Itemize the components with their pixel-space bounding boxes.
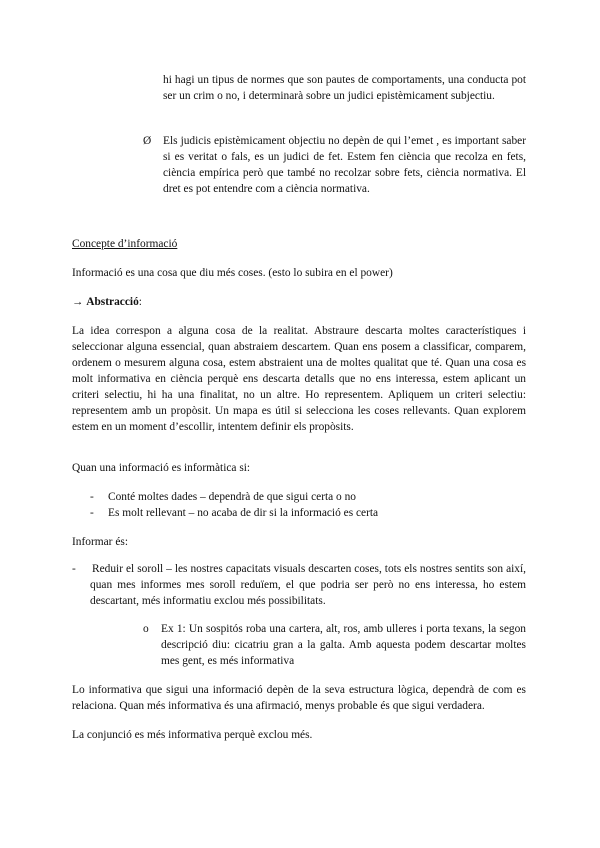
dash-bullet-icon: - (90, 507, 94, 519)
abstraction-paragraph: La idea correspon a alguna cosa de la realitat. Abstraure descarta moltes característiques i seleccionar alguna essencial, quan abstraiem descartem. Quan ens posem a classificar, comparem, ordenem o mesurem alguna cosa, estem abstraient una de moltes qualitat que té. Quan una cosa es molt informativa en ciència perquè ens descarta detalls que no ens interessa, estem aplicant un criteri selectiu, hi ha una finalitat, no un altre. Ho representem. Apliquem un criteri selectiu: representem amb un propòsit. Un mapa es útil si selecciona les coses rellevants. Quan explorem estem en un moment d’escollir, intentem definir els propòsits. (72, 325, 526, 433)
list-item (72, 489, 532, 505)
intro-line: Informació es una cosa que diu més coses. (esto lo subira en el power) (72, 267, 393, 279)
list-item (72, 505, 532, 521)
list-item-text: Es molt rellevant – no acaba de dir si la informació es certa (108, 507, 379, 519)
informative-when-line: Quan una informació es informàtica si: (72, 462, 251, 474)
conjunction-paragraph: La conjunció es més informativa perquè exclou més. (72, 729, 313, 741)
structure-paragraph: Lo informativa que sigui una informació depèn de la seva estructura lògica, dependrà de com es relaciona. Quan més informativa és una afirmació, menys probable és que sigui verdadera. (72, 684, 526, 712)
informar-label: Informar és: (72, 536, 128, 548)
omega-bullet-icon: Ø (143, 135, 152, 147)
omega-bullet-text: Els judicis epistèmicament objectiu no depèn de qui l’emet , es important saber si es veritat o fals, es un judici de fet. Estem fen ciència que recolza en fets, ciència empírica però que també no recolzar sobre fets, ciència normativa. El dret es pot entendre com a ciència normativa. (163, 135, 526, 195)
dash-bullet-icon: - (72, 563, 76, 575)
abstraction-title: Abstracció (86, 296, 139, 308)
list-item-text: Conté moltes dades – dependrà de que sigui certa o no (108, 491, 356, 503)
abstraction-colon: : (138, 296, 142, 308)
dash-bullet-icon: - (90, 491, 94, 503)
circle-bullet-icon: o (143, 623, 149, 635)
example-item-text: Ex 1: Un sospitós roba una cartera, alt, ros, amb ulleres i porta texans, la segon descripció diu: cicatriu gran a la galta. Amb aquesta podem descartar moltes mes gent, es més informativa (161, 623, 526, 667)
right-arrow-icon: → (72, 296, 84, 308)
informar-item-text: Reduir el soroll – les nostres capacitats visuals descarten coses, tots els nostres sentits son així, quan mes informes mes soroll reduïem, el que podria ser però no ens interessa, ho estem descartant, més informatiu exclou més possibilitats. (90, 563, 526, 607)
abstraction-heading (72, 294, 142, 310)
section-heading: Concepte d’informació (72, 238, 178, 250)
continued-paragraph: hi hagi un tipus de normes que son pautes de comportaments, una conducta pot ser un crim o no, i determinarà sobre un judici epistèmicament subjectiu. (163, 74, 526, 102)
